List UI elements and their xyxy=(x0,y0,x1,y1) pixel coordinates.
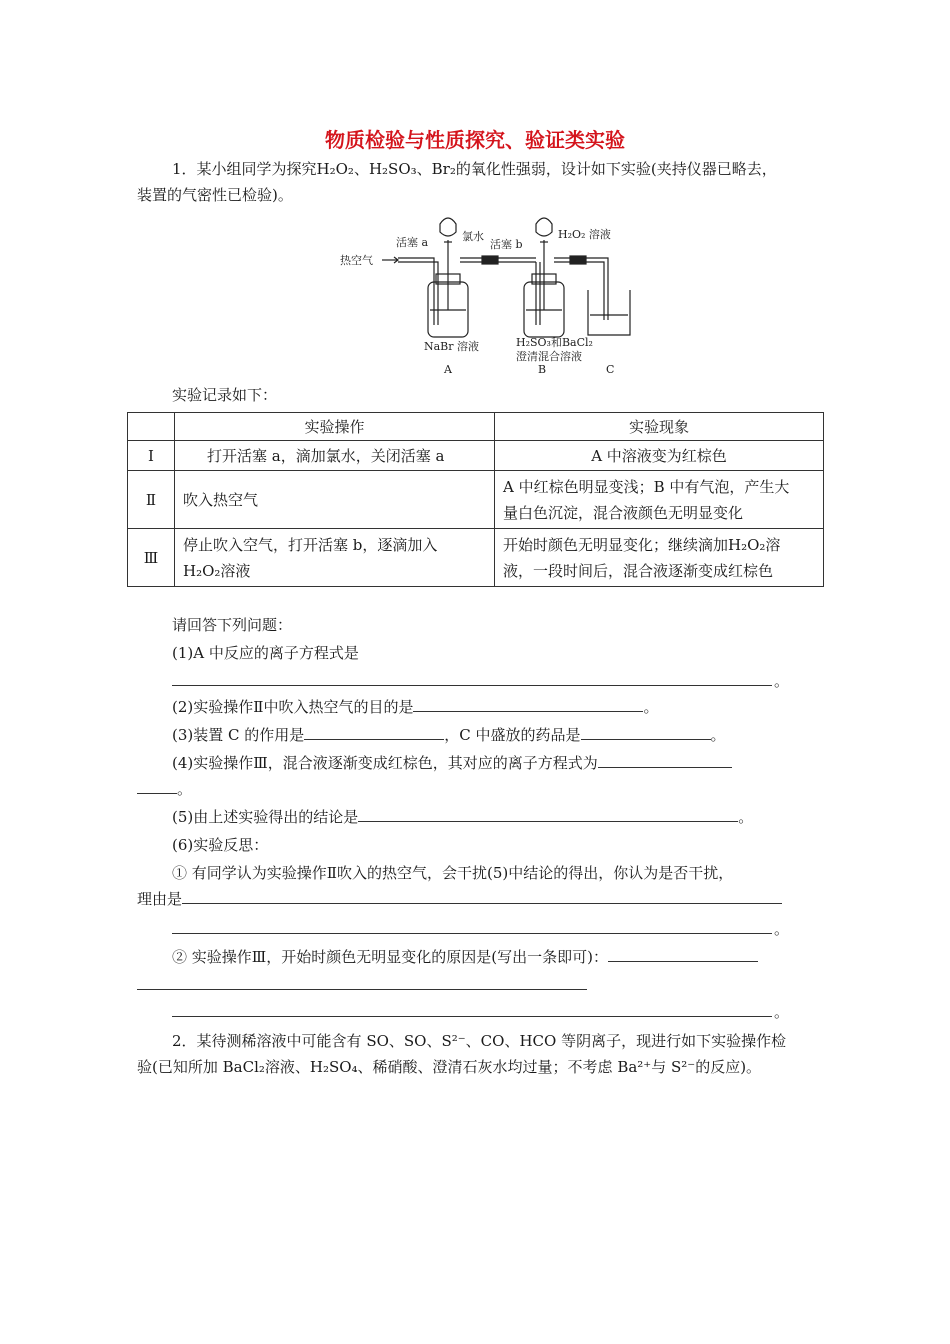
record-intro: 实验记录如下： xyxy=(172,386,278,404)
label-b: B xyxy=(538,363,547,376)
period: 。 xyxy=(774,920,790,938)
answer-blank-6-2-cont[interactable] xyxy=(137,989,587,990)
table-header-cell: 实验现象 xyxy=(495,413,824,441)
phenomenon-cell xyxy=(495,471,824,529)
operation-cell xyxy=(175,529,495,587)
table-row xyxy=(128,471,824,529)
sub-question-4: (4)实验操作Ⅲ，混合液逐渐变成红棕色，其对应的离子方程式为 xyxy=(172,754,598,772)
answer-blank-6-1[interactable] xyxy=(182,889,782,904)
label-b-content-line1: H₂SO₃和BaCl₂ xyxy=(516,336,593,349)
answer-blank-4[interactable] xyxy=(598,753,732,768)
answer-blank-1[interactable] xyxy=(172,685,772,686)
experiment-record-table xyxy=(127,412,824,587)
table-row xyxy=(128,529,824,587)
sub-question-1: (1)A 中反应的离子方程式是 xyxy=(172,644,359,662)
separatory-funnel-b xyxy=(536,218,552,236)
answer-blank-6-2-cont2[interactable] xyxy=(172,1016,772,1017)
sub-question-6-2: ② 实验操作Ⅲ，开始时颜色无明显变化的原因是(写出一条即可)： xyxy=(172,948,608,966)
phenomenon-cell xyxy=(495,441,824,471)
period: 。 xyxy=(710,726,726,744)
label-chlorine-water: 氯水 xyxy=(462,230,484,243)
label-a: A xyxy=(444,363,452,376)
sub-question-5: (5)由上述实验得出的结论是 xyxy=(172,808,359,826)
period: 。 xyxy=(774,672,790,690)
answer-blank-4-cont[interactable] xyxy=(137,779,177,794)
sub-question-6-1-line2-wrap xyxy=(137,888,782,910)
sub-question-3b: ，C 中盛放的药品是 xyxy=(444,726,581,744)
answer-blank-5[interactable] xyxy=(358,807,738,822)
phenomenon-text-line1: 开始时颜色无明显变化；继续滴加H₂O₂溶 xyxy=(503,535,781,554)
answer-blank-6-2[interactable] xyxy=(608,947,758,962)
sub-question-2: (2)实验操作Ⅱ中吹入热空气的目的是 xyxy=(172,698,414,716)
period: 。 xyxy=(643,698,659,716)
beaker-c xyxy=(588,290,630,335)
phenomenon-text-line1: A 中红棕色明显变浅；B 中有气泡，产生大 xyxy=(503,477,790,496)
separatory-funnel-a xyxy=(440,218,456,236)
operation-cell xyxy=(175,471,495,529)
period: 。 xyxy=(774,1003,790,1021)
phenomenon-text-line2: 液，一段时间后，混合液逐渐变成红棕色 xyxy=(503,561,774,580)
answer-blank-3a[interactable] xyxy=(304,725,444,740)
q1-intro-line2: 装置的气密性已检验)。 xyxy=(137,186,293,204)
sub-question-2-line xyxy=(172,696,658,718)
page-title: 物质检验与性质探究、验证类实验 xyxy=(325,128,625,152)
sub-question-4-cont xyxy=(137,778,192,800)
label-valve-a: 活塞 a xyxy=(396,236,429,249)
period: 。 xyxy=(177,780,193,798)
sub-question-3a: (3)装置 C 的作用是 xyxy=(172,726,305,744)
phenomenon-cell xyxy=(495,529,824,587)
sub-question-3-line xyxy=(172,724,726,746)
sub-question-6-1-line2: 理由是 xyxy=(137,890,183,908)
questions-prompt: 请回答下列问题： xyxy=(172,616,293,634)
answer-blank-6-1-cont[interactable] xyxy=(172,933,772,934)
operation-text: 吹入热空气 xyxy=(183,490,259,509)
table-header-row xyxy=(128,413,824,441)
period: 。 xyxy=(738,808,754,826)
table-header-cell xyxy=(128,413,175,441)
sub-question-4-line xyxy=(172,752,732,774)
label-hot-air: 热空气 xyxy=(340,254,373,267)
sub-question-6: (6)实验反思： xyxy=(172,836,269,854)
sub-question-6-1-line1: ① 有同学认为实验操作Ⅱ吹入的热空气，会干扰(5)中结论的得出，你认为是否干扰， xyxy=(172,864,734,882)
operation-text: 打开活塞 a，滴加氯水，关闭活塞 a xyxy=(207,446,445,465)
phenomenon-text-line2: 量白色沉淀，混合液颜色无明显变化 xyxy=(503,503,744,522)
phenomenon-text: A 中溶液变为红棕色 xyxy=(591,446,727,465)
sub-question-5-line xyxy=(172,806,753,828)
row-number: Ⅲ xyxy=(128,529,175,587)
label-nabr-solution: NaBr 溶液 xyxy=(424,340,480,353)
row-number: Ⅰ xyxy=(128,441,175,471)
operation-text-line1: 停止吹入空气，打开活塞 b，逐滴加入 xyxy=(183,535,438,554)
row-number: Ⅱ xyxy=(128,471,175,529)
q2-line2: 验(已知所加 BaCl₂溶液、H₂SO₄、稀硝酸、澄清石灰水均过量；不考虑 Ba²⁺与 S²⁻的反应)。 xyxy=(137,1058,762,1076)
q2-line1: 2．某待测稀溶液中可能含有 SO、SO、S²⁻、CO、HCO 等阴离子，现进行如下实验操作检 xyxy=(172,1032,787,1050)
q1-intro-line1: 1．某小组同学为探究H₂O₂、H₂SO₃、Br₂的氧化性强弱，设计如下实验(夹持仪器已略去， xyxy=(172,160,777,178)
label-c: C xyxy=(606,363,615,376)
table-row xyxy=(128,441,824,471)
sub-question-6-2-line xyxy=(172,946,758,968)
answer-blank-3b[interactable] xyxy=(581,725,711,740)
apparatus-diagram xyxy=(340,210,640,380)
label-b-content-line2: 澄清混合溶液 xyxy=(516,350,582,363)
operation-cell xyxy=(175,441,495,471)
operation-text-line2: H₂O₂溶液 xyxy=(183,561,251,580)
answer-blank-2[interactable] xyxy=(413,697,643,712)
label-valve-b: 活塞 b xyxy=(490,238,523,251)
table-header-cell: 实验操作 xyxy=(175,413,495,441)
label-h2o2-solution: H₂O₂ 溶液 xyxy=(558,228,611,241)
